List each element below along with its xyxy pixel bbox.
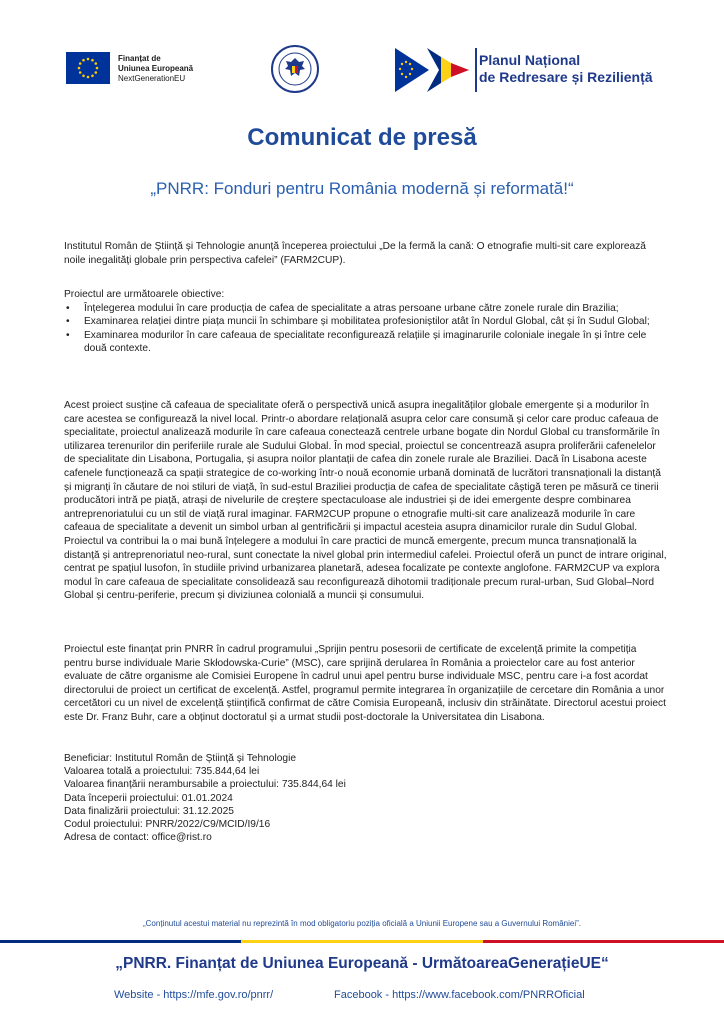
flag-bar-blue [0,940,241,943]
description-block [64,399,668,603]
objectives-block [64,288,668,356]
objectives-heading: Proiectul are următoarele obiective: [64,289,225,300]
intro-block [64,240,668,267]
pnrr-title-line1: Planul Național [479,52,581,68]
page-title: Comunicat de presă [247,124,477,151]
page-subtitle: „PNRR: Fonduri pentru România modernă și reformată!“ [150,179,574,198]
project-details [64,752,668,844]
list-item: • Examinarea relației dintre piața muncii în schimbare și mobilitatea profesioniștilor atât în Nordul Global, cât și în Sudul Global; [64,315,668,329]
funding-block [64,643,668,725]
eu-funded-line2: Uniunea Europeană [118,64,194,73]
list-item: • Înțelegerea modului în care producția de cafea de specialitate a atras persoane urbane către zonele rurale din Brazilia; [64,302,668,316]
pnrr-logo [393,44,693,96]
facebook-link[interactable]: Facebook - https://www.facebook.com/PNRROficial [334,989,585,1001]
flag-bar-red [483,940,724,943]
eu-funded-logo [66,52,236,88]
pnrr-title [479,52,653,86]
eu-flag-icon [66,52,110,84]
pnrr-flags-icon [393,44,473,96]
list-item: • Examinarea modurilor în care cafeaua de specialitate reconfigurează relațiile și imaginarurile coloniale inegale în și între cele două contexte. [64,329,668,356]
pnrr-title-line2: de Redresare și Reziliență [479,69,653,85]
eu-funded-line3: NextGenerationEU [118,74,186,83]
eu-funded-line1: Finanțat de [118,54,161,63]
contact-address: Adresa de contact: office@rist.ro [64,832,212,844]
description-paragraph: Acest proiect susține că cafeaua de specialitate oferă o perspectivă unică asupra inegalităților globale emergente și a modurilor în care acestea se configurează la nivel local. Printr-o abordare relațională asupra celor care consumă și celor care produc cafeaua de specialitate, proiectul analizează modurile în care cafeaua conectează centrele urbane bogate din Nordul Global cu transformările în utilizarea terenurilor din periferiile rurale ale Sudului Global. În mod special, proiectul se concentrează asupra proliferării cafenelelor de specialitate din Lisabona, Portugalia, și asupra noilor plantații de cafea din zonele rurale ale Braziliei. Dacă în Lisabona aceste cafenele funcționează ca spații strategice de co-working într-o nouă economie urbană dominată de lucrători transnaționali la distanță și migranți în căutare de noi stiluri de viață, în sud-estul Braziliei producția de cafea de specialitate câștigă teren pe măsură ce tinerii producători intră pe piață, atrași de nivelurile de creștere spectaculoase ale industriei și de idei emergente despre combinarea antreprenoriatului cu un stil de viață rural imaginar. FARM2CUP propune o etnografie multi-sit care analizează modurile în care cafeaua de specialitate a devenit un simbol urban al gentrificării și impactul acesteia asupra dinamicilor rurale din Sudul Global. Proiectul va contribui la o mai bună înțelegere a modului în care practici de muncă emergente, precum munca transnațională la distanță și antreprenoriatul neo-rural, sunt conectate la nivel global prin intermediul cafelei. Proiectul oferă un punct de intrare original, centrat pe spațiul lusofon, în studiile privind urbanizarea planetară, adesea focalizate pe contexte anglofone. FARM2CUP va explora modul în care cafeaua de specialitate consolidează sau reconfigurează dihotomii tradiționale precum rural-urban, Sud Global–Nord Global și centru-periferie, precum și diviziunea colonială a muncii și consumului. [64,400,667,602]
footer-title: „PNRR. Finanțat de Uniunea Europeană - UrmătoareaGenerațieUE“ [115,955,609,972]
flag-bar-yellow [241,940,483,943]
total-value: Valoarea totală a proiectului: 735.844,64 lei [64,766,260,778]
funding-paragraph: Proiectul este finanțat prin PNRR în cadrul programului „Sprijin pentru posesorii de certificate de excelență primite la competiția pentru burse individuale Marie Skłodowska-Curie” (MSC), care sprijină derularea în România a proiectelor care au fost anterior evaluate de către organisme ale Comisiei Europene în cadrul unui apel pentru burse individuale MSC, pentru care i-a fost acordat directorului de proiect un certificat de excelență. Astfel, programul permite integrarea în organizațiile de cercetare din România a unor cercetători cu un nivel de excelență științifică confirmat de către Comisia Europeană, inclusiv din străinătate. Directorul acestui proiect este Dr. Franz Buhr, care a obținut doctoratul și a urmat studii post-doctorale la Universitatea din Lisabona. [64,644,666,723]
project-code: Codul proiectului: PNRR/2022/C9/MCID/I9/16 [64,819,271,831]
beneficiary: Beneficiar: Institutul Român de Știință și Tehnologie [64,753,296,764]
intro-paragraph: Institutul Român de Știință și Tehnologie anunță începerea proiectului „De la fermă la cană: O etnografie multi-sit care explorează noile inegalități globale prin perspectiva cafelei” (FARM2CUP). [64,241,646,266]
romanian-government-seal-icon [270,44,320,94]
objectives-list [64,302,668,356]
eu-funded-text [118,54,193,84]
flag-color-bar [0,940,724,943]
start-date: Data începerii proiectului: 01.01.2024 [64,792,233,804]
pnrr-divider [475,48,477,92]
disclaimer: „Conținutul acestui material nu reprezintă în mod obligatoriu poziția oficială a Uniunii Europene sau a Guvernului României”. [142,919,581,928]
grant-value: Valoarea finanțării nerambursabile a proiectului: 735.844,64 lei [64,779,346,791]
website-link[interactable]: Website - https://mfe.gov.ro/pnrr/ [114,989,274,1001]
end-date: Data finalizării proiectului: 31.12.2025 [64,805,234,817]
